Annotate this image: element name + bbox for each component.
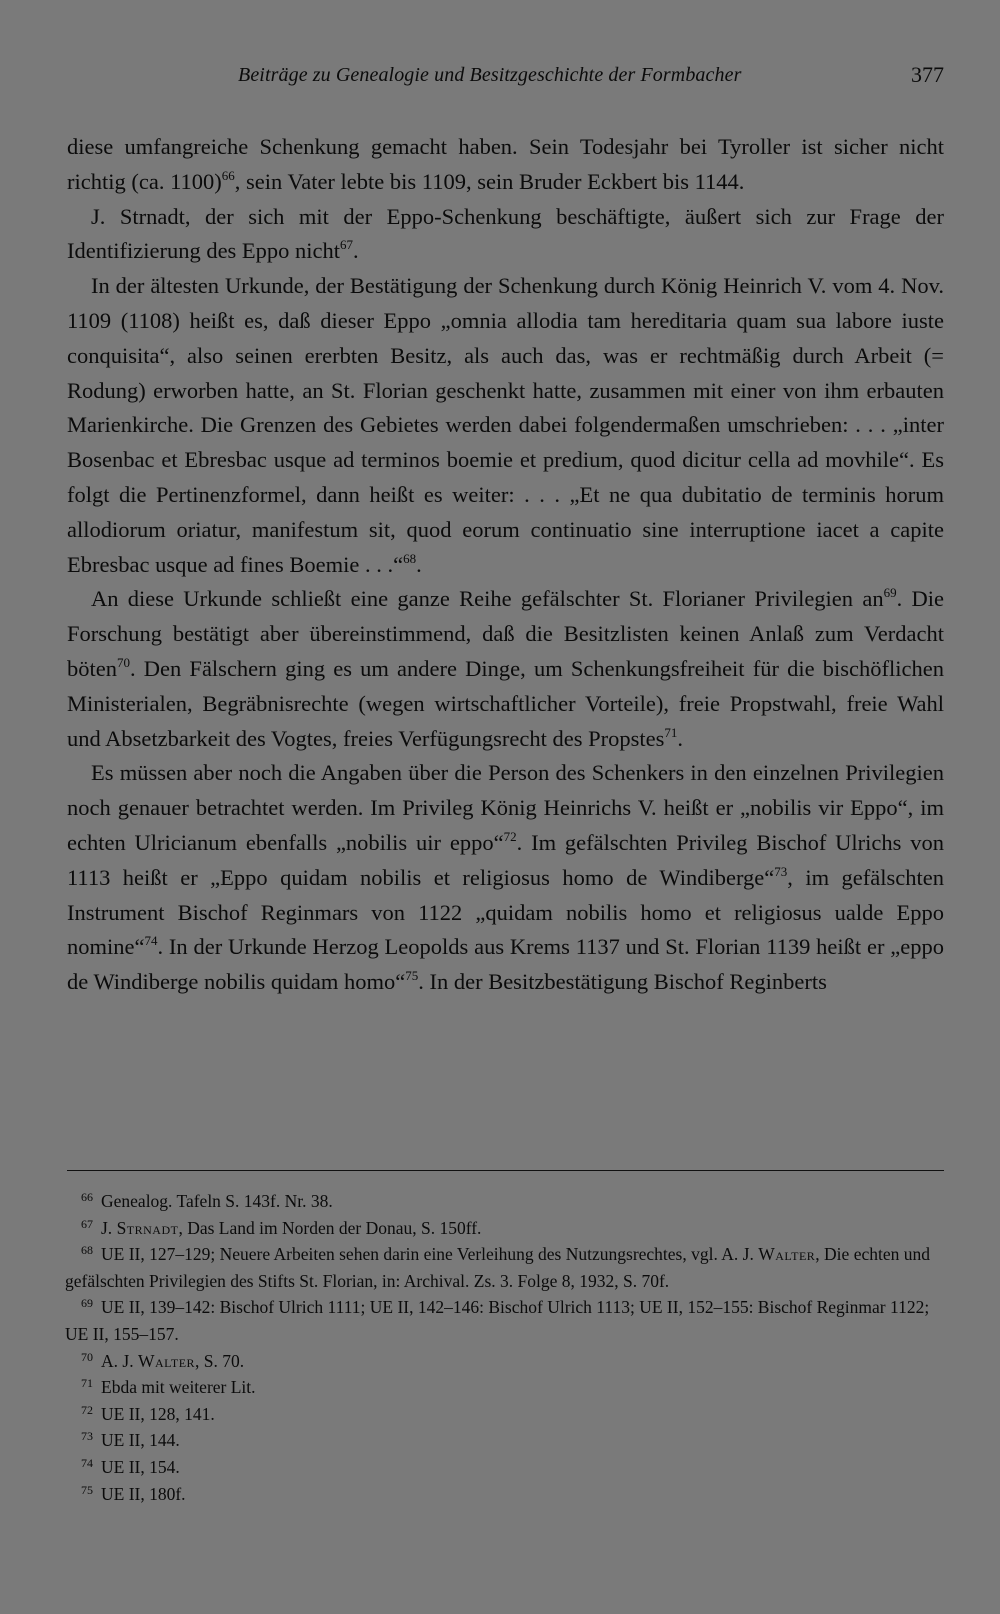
footnote-75: 75 UE II, 180f.: [81, 1482, 186, 1504]
footnote-ref-68[interactable]: 68: [403, 550, 417, 566]
footnote-ref-75[interactable]: 75: [405, 968, 419, 984]
footnote-68: 68 UE II, 127–129; Neuere Arbeiten sehen darin eine Verleihung des Nutzungsrechtes, vgl. A. J. Walter, Die echten und gefälschten Privilegien des Stifts St. Florian, in: Archival. Zs. 3. Folge 8, 1932, S. 70f.: [65, 1243, 930, 1291]
footnote-70: 70 A. J. Walter, S. 70.: [81, 1349, 245, 1371]
page-number: 377: [911, 62, 944, 87]
paragraph-5: Es müssen aber noch die Angaben über die Person des Schenkers in den einzelnen Privilegien noch genauer betrachtet werden. Im Privileg König Heinrichs V. heißt er „nobilis vir Eppo“, im echten Ulricianum ebenfalls „nobilis uir eppo“$^{72}$. Im gefälschten Privileg Bischof Ulrichs von 1113 heißt er „Eppo quidam nobilis et religiosus homo de Windiberge“$^{73}$, im gefälschten Instrument Bischof Reginmars von 1122 „quidam nobilis homo et religiosus ualde Eppo nomine“$^{74}$. In der Urkunde Herzog Leopolds aus Krems 1137 und St. Florian 1139 heißt er „eppo de Windiberge nobilis quidam homo“$^{75}$. In der Besitzbestätigung Bischof Reginberts: [67, 760, 944, 995]
footnote-ref-70[interactable]: 70: [117, 654, 130, 670]
paragraph-1: diese umfangreiche Schenkung gemacht haben. Sein Todesjahr bei Tyroller ist sicher nicht richtig (ca. 1100)$^{66}$, sein Vater lebte bis 1109, sein Bruder Eckbert bis 1144.: [67, 134, 944, 194]
paragraph-2: J. Strnadt, der sich mit der Eppo-Schenkung beschäftigte, äußert sich zur Frage der Identifizierung des Eppo nicht$^{67}$.: [67, 203, 944, 264]
footnote-ref-69[interactable]: 69: [883, 585, 897, 601]
footnote-ref-67[interactable]: 67: [340, 237, 354, 253]
footnote-divider: [67, 1170, 944, 1171]
footnote-71: 71 Ebda mit weiterer Lit.: [81, 1376, 256, 1398]
footnote-ref-72[interactable]: 72: [503, 828, 517, 844]
footnote-73: 73 UE II, 144.: [81, 1429, 180, 1451]
body-text: [67, 130, 944, 1000]
footnote-ref-73[interactable]: 73: [774, 863, 788, 879]
footnote-ref-71[interactable]: 71: [664, 724, 678, 740]
footnote-72: 72 UE II, 128, 141.: [81, 1402, 215, 1424]
running-head: [0, 60, 1000, 94]
footnote-67: 67 J. Strnadt, Das Land im Norden der Donau, S. 150ff.: [81, 1216, 482, 1238]
paragraph-3: In der ältesten Urkunde, der Bestätigung der Schenkung durch König Heinrich V. vom 4. Nov. 1109 (1108) heißt es, daß dieser Eppo „omnia allodia tam hereditaria quam sua labore iuste conquisita“, also seinen ererbten Besitz, als auch das, was er rechtmäßig durch Arbeit (= Rodung) erworben hatte, an St. Florian geschenkt hatte, zusammen mit einer von ihm erbauten Marienkirche. Die Grenzen des Gebietes werden dabei folgendermaßen umschrieben: . . . „inter Bosenbac et Ebresbac usque ad terminos boemie et predium, quod dicitur cella ad movhile“. Es folgt die Pertinenzformel, dann heißt es weiter: . . . „Et ne qua dubitatio de terminis horum allodiorum oriatur, manifestum sit, quod eorum continuatio sine interruptione iacet a capite Ebresbac usque ad fines Boemie . . .“$^{68}$.: [67, 273, 944, 577]
footnote-69: 69 UE II, 139–142: Bischof Ulrich 1111; UE II, 142–146: Bischof Ulrich 1113; UE II, 152–155: Bischof Reginmar 1122; UE II, 155–157.: [65, 1296, 930, 1344]
footnotes: [65, 1188, 944, 1507]
footnote-74: 74 UE II, 154.: [81, 1455, 180, 1477]
running-title: Beiträge zu Genealogie und Besitzgeschichte der Formbacher: [238, 64, 742, 86]
footnote-ref-66[interactable]: 66: [221, 167, 235, 183]
footnote-66: 66 Genealog. Tafeln S. 143f. Nr. 38.: [81, 1190, 333, 1211]
paragraph-4: An diese Urkunde schließt eine ganze Reihe gefälschter St. Florianer Privilegien $an^{69}$. Die Forschung bestätigt aber übereinstimmend, daß die Besitzlisten keinen Anlaß zum Verdacht böten$^{70}$. Den Fälschern ging es um andere Dinge, um Schenkungsfreiheit für die bischöflichen Ministerialen, Begräbnisrechte (wegen wirtschaftlicher Vorteile), freie Propstwahl, freie Wahl und Absetzbarkeit des Vogtes, freies Verfügungsrecht des Propstes$^{71}$.: [67, 585, 944, 751]
footnote-ref-74[interactable]: 74: [144, 933, 158, 949]
